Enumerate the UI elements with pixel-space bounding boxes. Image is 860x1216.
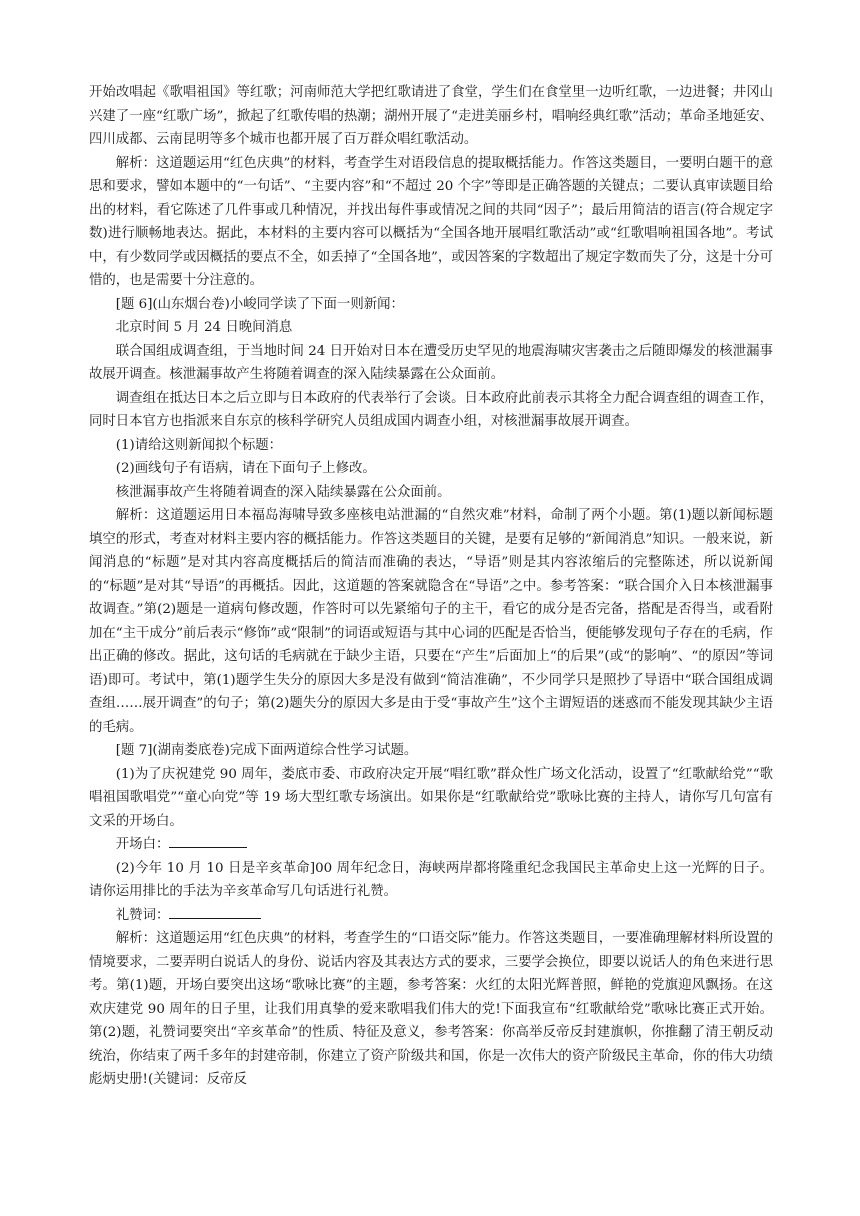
question-6-part-2: (2)画线句子有语病，请在下面句子上修改。	[115, 461, 376, 476]
document-body	[89, 81, 773, 1092]
paragraph-continuation: 开始改唱起《歌唱祖国》等红歌；河南师范大学把红歌请进了食堂，学生们在食堂里一边听红歌，一边进餐；井冈山兴建了一座“红歌广场”，掀起了红歌传唱的热潮；湖州开展了“走进美丽乡村，唱响经典红歌”活动；革命圣地延安、四川成都、云南昆明等多个城市也都开展了百万群众唱红歌活动。	[89, 85, 773, 147]
news-paragraph-1: 联合国组成调查组，于当地时间 24 日开始对日本在遭受历史罕见的地震海啸灾害袭击之后随即爆发的核泄漏事故展开调查。核泄漏事故产生将随着调查的深入陆续暴露在公众面前。	[89, 343, 773, 382]
opening-speech-label: 开场白：	[115, 837, 170, 852]
tribute-blank	[169, 918, 261, 919]
question-6-heading: [题 6](山东烟台卷)小峻同学读了下面一则新闻：	[115, 296, 404, 312]
question-6-part-1: (1)请给这则新闻拟个标题：	[115, 437, 283, 453]
news-paragraph-2: 调查组在抵达日本之后立即与日本政府的代表举行了会谈。日本政府此前表示其将全力配合调查组的调查工作，同时日本官方也指派来自东京的核科学研究人员组成国内调查小组，对核泄漏事故展开调查。	[89, 390, 773, 429]
analysis-paragraph-7: 解析：这道题运用“红色庆典”的材料，考查学生的“口语交际”能力。作答这类题目，一要准确理解材料所设置的情境要求，二要弄明白说话人的身份、说话内容及其表达方式的要求，三要学会换位，即要以说话人的角色来进行思考。第(1)题，开场白要突出这场“歌咏比赛”的主题，参考答案：火红的太阳光辉普照，鲜艳的党旗迎风飘扬。在这欢庆建党 90 周年的日子里，让我们用真挚的爱来歌唱我们伟大的党!下面我宣布“红歌献给党”歌咏比赛正式开始。第(2)题，礼赞词要突出“辛亥革命”的性质、特征及意义，参考答案：你高举反帝反封建旗帜，你推翻了清王朝反动统治，你结束了两千多年的封建帝制，你建立了资产阶级共和国，你是一次伟大的资产阶级民主革命，你的伟大功绩彪炳史册!(关键词：反帝反	[89, 931, 773, 1087]
tribute-line	[89, 904, 773, 928]
opening-speech-blank	[169, 847, 247, 848]
question-7-heading: [题 7](湖南娄底卷)完成下面两道综合性学习试题。	[115, 743, 418, 758]
analysis-paragraph-6: 解析：这道题运用日本福岛海啸导致多座核电站泄漏的“自然灾难”材料，命制了两个小题。第(1)题以新闻标题填空的形式，考查对材料主要内容的概括能力。作答这类题目的关键，是要有足够的“新闻消息”知识。一般来说，新闻消息的“标题”是对其内容高度概括后的简洁而准确的表达，“导语”则是其内容浓缩后的完整陈述，所以说新闻的“标题”是对其“导语”的再概括。因此，这道题的答案就隐含在“导语”之中。参考答案：“联合国介入日本核泄漏事故调查。”第(2)题是一道病句修改题，作答时可以先紧缩句子的主干，看它的成分是否完备，搭配是否得当，或看附加在“主干成分”前后表示“修饰”或“限制”的词语或短语与其中心词的匹配是否恰当，便能够发现句子存在的毛病，作出正确的修改。据此，这句话的毛病就在于缺少主语，只要在“产生”后面加上“的后果”(或“的影响”、“的原因”等词语)即可。考试中，第(1)题学生失分的原因大多是没有做到“简洁准确”，不少同学只是照抄了导语中“联合国组成调查组……展开调查”的句子；第(2)题失分的原因大多是由于受“事故产生”这个主谓短语的迷惑而不能发现其缺少主语的毛病。	[89, 508, 773, 735]
question-7-part-1: (1)为了庆祝建党 90 周年，娄底市委、市政府决定开展“唱红歌”群众性广场文化活动，设置了“红歌献给党”“歌唱祖国歌唱党”“童心向党”等 19 场大型红歌专场演出。如果你是“红歌献给党”歌咏比赛的主持人，请你写几句富有文采的开场白。	[89, 766, 773, 829]
faulty-sentence: 核泄漏事故产生将随着调查的深入陆续暴露在公众面前。	[115, 484, 451, 500]
analysis-paragraph-5: 解析：这道题运用“红色庆典”的材料，考查学生对语段信息的提取概括能力。作答这类题目，一要明白题干的意思和要求，譬如本题中的“一句话”、“主要内容”和“不超过 20 个字”等即是正确答题的关键点；二要认真审读题目给出的材料，看它陈述了几件事或几种情况，并找出每件事或情况之间的共同“因子”；最后用简洁的语言(符合规定字数)进行顺畅地表达。据此，本材料的主要内容可以概括为“全国各地开展唱红歌活动”或“红歌唱响祖国各地”。考试中，有少数同学或因概括的要点不全，如丢掉了“全国各地”，或因答案的字数超出了规定字数而失了分，这是十分可惜的，也是需要十分注意的。	[89, 155, 773, 288]
opening-speech-line	[89, 833, 773, 857]
news-dateline: 北京时间 5 月 24 日晚间消息	[115, 320, 293, 335]
tribute-label: 礼赞词：	[115, 907, 170, 923]
question-7-part-2: (2)今年 10 月 10 日是辛亥革命]00 周年纪念日，海峡两岸都将隆重纪念我国民主革命史上这一光辉的日子。请你运用排比的手法为辛亥革命写几句话进行礼赞。	[89, 860, 773, 899]
